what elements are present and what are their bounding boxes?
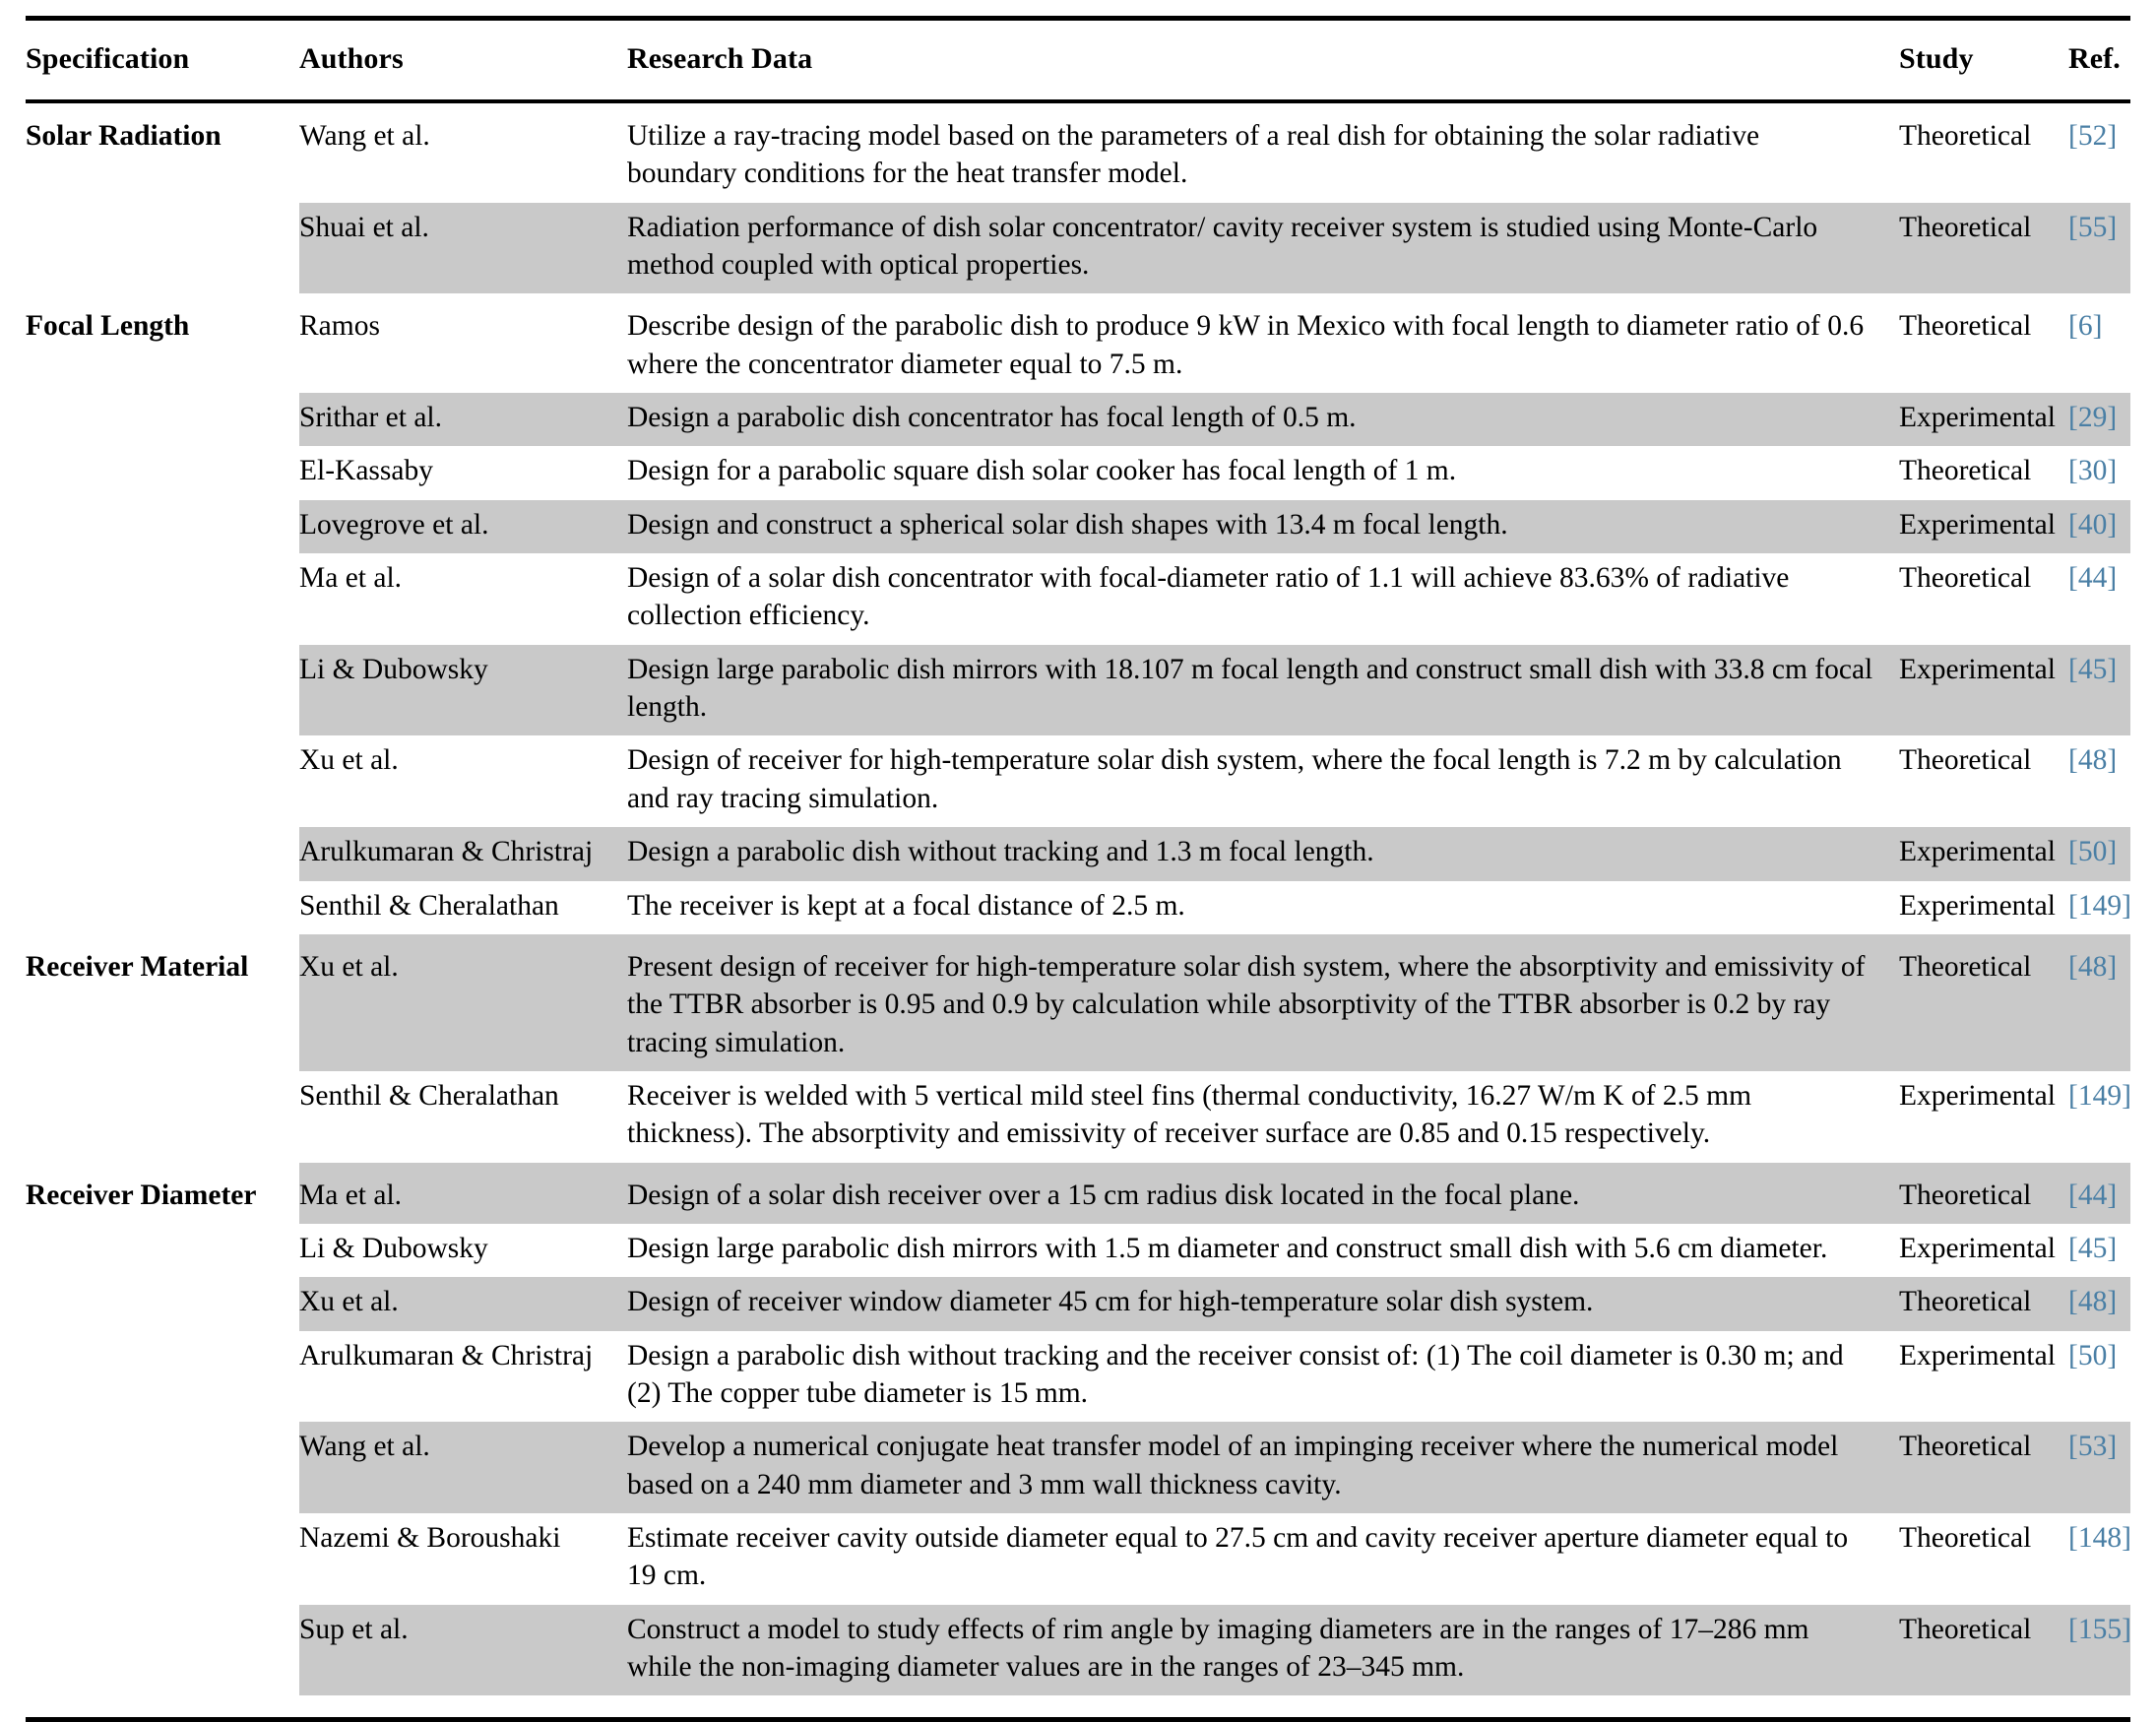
cell-study: Experimental — [1899, 1232, 2056, 1264]
cell-ref — [2068, 1331, 2130, 1423]
cell-authors: Li & Dubowsky — [299, 645, 627, 736]
cell-study: Experimental — [1899, 645, 2068, 736]
cell-authors: Xu et al. — [299, 744, 399, 777]
reference-link[interactable]: [45] — [2068, 653, 2118, 685]
cell-study: Theoretical — [1899, 1163, 2068, 1224]
cell-study: Theoretical — [1899, 1277, 2068, 1330]
cell-study: Theoretical — [1899, 203, 2068, 294]
table-row — [26, 1331, 2130, 1423]
cell-research-data: Utilize a ray-tracing model based on the parameters of a real dish for obtaining the solar radiative boundary conditions for the heat transfer model. — [627, 120, 1760, 190]
cell-authors: Xu et al. — [299, 934, 627, 1071]
reference-link[interactable]: [53] — [2068, 1431, 2118, 1463]
cell-ref — [2068, 827, 2130, 880]
reference-link[interactable]: [55] — [2068, 211, 2118, 243]
cell-authors: Lovegrove et al. — [299, 500, 627, 553]
cell-authors: Xu et al. — [299, 1277, 627, 1330]
cell-research-data: Design a parabolic dish without tracking and 1.3 m focal length. — [627, 827, 1899, 880]
cell-authors: Ramos — [299, 310, 380, 343]
reference-link[interactable]: [149] — [2068, 889, 2131, 922]
header-row — [26, 21, 2130, 99]
reference-link[interactable]: [50] — [2068, 1339, 2118, 1371]
table-row — [26, 293, 2130, 393]
cell-research-data: Design large parabolic dish mirrors with 18.107 m focal length and construct small dish with 33.8 cm focal length. — [627, 645, 1899, 736]
table-row — [26, 1224, 2130, 1277]
table-row — [26, 553, 2130, 645]
table-body — [26, 103, 2130, 1695]
cell-authors: Srithar et al. — [299, 393, 627, 446]
table-row — [26, 393, 2130, 446]
column-header-research-data: Research Data — [627, 42, 813, 75]
cell-authors: Arulkumaran & Christraj — [299, 1339, 594, 1371]
cell-study: Experimental — [1899, 827, 2068, 880]
cell-authors: Senthil & Cheralathan — [299, 889, 559, 922]
cell-specification — [26, 735, 299, 827]
cell-research-data: Design of receiver window diameter 45 cm for high-temperature solar dish system. — [627, 1277, 1899, 1330]
cell-specification — [26, 393, 299, 446]
cell-ref — [2068, 1277, 2130, 1330]
cell-authors: El-Kassaby — [299, 455, 433, 487]
cell-ref — [2068, 1513, 2130, 1605]
cell-authors: Senthil & Cheralathan — [299, 1079, 559, 1112]
cell-ref — [2068, 446, 2130, 499]
cell-research-data: Describe design of the parabolic dish to produce 9 kW in Mexico with focal length to diameter ratio of 0.6 where the concentrator diameter equal to 7.5 m. — [627, 310, 1865, 380]
cell-specification — [26, 827, 299, 880]
cell-authors: Wang et al. — [299, 1422, 627, 1513]
cell-specification — [26, 203, 299, 294]
cell-authors: Nazemi & Boroushaki — [299, 1521, 561, 1554]
specification-table — [26, 21, 2130, 99]
cell-study: Theoretical — [1899, 1422, 2068, 1513]
table-bottom-rule — [26, 1717, 2130, 1722]
cell-study: Theoretical — [1899, 934, 2068, 1071]
cell-study: Experimental — [1899, 1079, 2056, 1112]
cell-study: Experimental — [1899, 393, 2068, 446]
cell-authors: Wang et al. — [299, 120, 430, 152]
cell-ref — [2068, 1071, 2130, 1163]
cell-study: Theoretical — [1899, 455, 2032, 487]
cell-study: Experimental — [1899, 500, 2068, 553]
cell-specification — [26, 1224, 299, 1277]
cell-ref — [2068, 934, 2130, 1071]
reference-link[interactable]: [44] — [2068, 562, 2118, 595]
reference-link[interactable]: [52] — [2068, 120, 2118, 152]
cell-study: Theoretical — [1899, 120, 2032, 152]
cell-ref — [2068, 1224, 2130, 1277]
cell-specification: Receiver Diameter — [26, 1163, 299, 1224]
cell-specification — [26, 1605, 299, 1696]
cell-research-data: The receiver is kept at a focal distance of 2.5 m. — [627, 889, 1185, 922]
cell-ref — [2068, 393, 2130, 446]
table-row — [26, 827, 2130, 880]
reference-link[interactable]: [44] — [2068, 1179, 2118, 1211]
table-page — [0, 16, 2156, 1683]
specification-table-body — [26, 103, 2130, 1695]
cell-research-data: Design a parabolic dish without tracking and the receiver consist of: (1) The coil diameter is 0.30 m; and (2) The copper tube diameter is 15 mm. — [627, 1339, 1844, 1409]
cell-study: Theoretical — [1899, 310, 2032, 343]
cell-authors: Li & Dubowsky — [299, 1232, 488, 1264]
cell-specification — [26, 1422, 299, 1513]
cell-research-data: Design a parabolic dish concentrator has focal length of 0.5 m. — [627, 393, 1899, 446]
column-header-study: Study — [1899, 42, 1974, 75]
cell-specification — [26, 1277, 299, 1330]
cell-specification — [26, 500, 299, 553]
cell-specification: Receiver Material — [26, 934, 299, 1071]
cell-study: Theoretical — [1899, 744, 2032, 777]
cell-specification — [26, 1513, 299, 1605]
cell-research-data: Design large parabolic dish mirrors with 1.5 m diameter and construct small dish with 5.6 cm diameter. — [627, 1232, 1828, 1264]
cell-ref — [2068, 293, 2130, 393]
cell-study: Theoretical — [1899, 1605, 2068, 1696]
table-row — [26, 1163, 2130, 1224]
cell-specification — [26, 446, 299, 499]
cell-research-data: Design and construct a spherical solar dish shapes with 13.4 m focal length. — [627, 500, 1899, 553]
reference-link[interactable]: [50] — [2068, 836, 2118, 868]
column-header-ref: Ref. — [2068, 42, 2121, 75]
cell-study: Theoretical — [1899, 1521, 2032, 1554]
reference-link[interactable]: [48] — [2068, 744, 2118, 777]
reference-link[interactable]: [40] — [2068, 508, 2118, 541]
table-header — [26, 21, 2130, 99]
cell-specification — [26, 1331, 299, 1423]
cell-authors: Ma et al. — [299, 562, 403, 595]
table-row — [26, 735, 2130, 827]
cell-ref — [2068, 203, 2130, 294]
cell-ref — [2068, 103, 2130, 203]
cell-ref — [2068, 1163, 2130, 1224]
cell-authors: Shuai et al. — [299, 203, 627, 294]
reference-link[interactable]: [155] — [2068, 1613, 2131, 1645]
cell-research-data: Design of receiver for high-temperature solar dish system, where the focal length is 7.2 m by calculation and ray tracing simulation. — [627, 744, 1842, 814]
cell-ref — [2068, 881, 2130, 934]
cell-authors: Arulkumaran & Christraj — [299, 827, 627, 880]
reference-link[interactable]: [30] — [2068, 455, 2118, 487]
reference-link[interactable]: [149] — [2068, 1079, 2131, 1112]
cell-research-data: Develop a numerical conjugate heat transfer model of an impinging receiver where the numerical model based on a 240 mm diameter and 3 mm wall thickness cavity. — [627, 1422, 1899, 1513]
cell-research-data: Estimate receiver cavity outside diameter equal to 27.5 cm and cavity receiver aperture diameter equal to 19 cm. — [627, 1521, 1849, 1592]
cell-specification: Focal Length — [26, 293, 299, 393]
cell-research-data: Design of a solar dish receiver over a 15 cm radius disk located in the focal plane. — [627, 1163, 1899, 1224]
table-row — [26, 645, 2130, 736]
cell-research-data: Construct a model to study effects of rim angle by imaging diameters are in the ranges of 17–286 mm while the non-imaging diameter values are in the ranges of 23–345 mm. — [627, 1605, 1899, 1696]
cell-ref — [2068, 500, 2130, 553]
cell-study: Theoretical — [1899, 562, 2032, 595]
table-row — [26, 1422, 2130, 1513]
cell-research-data: Radiation performance of dish solar concentrator/ cavity receiver system is studied using Monte-Carlo method coupled with optical properties. — [627, 203, 1899, 294]
column-header-specification: Specification — [26, 42, 190, 75]
cell-specification: Solar Radiation — [26, 103, 299, 203]
table-row — [26, 500, 2130, 553]
reference-link[interactable]: [148] — [2068, 1521, 2131, 1554]
cell-research-data: Design of a solar dish concentrator with focal-diameter ratio of 1.1 will achieve 83.63% of radiative collection efficiency. — [627, 562, 1790, 632]
table-row — [26, 1605, 2130, 1696]
reference-link[interactable]: [6] — [2068, 310, 2103, 343]
cell-study: Experimental — [1899, 1339, 2056, 1371]
column-header-authors: Authors — [299, 42, 404, 75]
cell-research-data: Present design of receiver for high-temperature solar dish system, where the absorptivity and emissivity of the TTBR absorber is 0.95 and 0.9 by calculation while absorptivity of the TTBR absorber is 0.2 by ray tracing simulation. — [627, 934, 1899, 1071]
table-row — [26, 203, 2130, 294]
cell-specification — [26, 1071, 299, 1163]
cell-specification — [26, 881, 299, 934]
cell-ref — [2068, 645, 2130, 736]
reference-link[interactable]: [45] — [2068, 1232, 2118, 1264]
table-row — [26, 1071, 2130, 1163]
reference-link[interactable]: [29] — [2068, 402, 2118, 434]
cell-specification — [26, 645, 299, 736]
cell-research-data: Design for a parabolic square dish solar cooker has focal length of 1 m. — [627, 455, 1457, 487]
table-row — [26, 1513, 2130, 1605]
table-row — [26, 1277, 2130, 1330]
table-row — [26, 881, 2130, 934]
table-row — [26, 103, 2130, 203]
cell-ref — [2068, 1422, 2130, 1513]
cell-ref — [2068, 735, 2130, 827]
reference-link[interactable]: [48] — [2068, 1286, 2118, 1318]
table-row — [26, 934, 2130, 1071]
cell-ref — [2068, 553, 2130, 645]
reference-link[interactable]: [48] — [2068, 950, 2118, 983]
cell-research-data: Receiver is welded with 5 vertical mild steel fins (thermal conductivity, 16.27 W/m K of 2.5 mm thickness). The absorptivity and emissivity of receiver surface are 0.85 and 0.15 respectively. — [627, 1079, 1752, 1150]
cell-authors: Ma et al. — [299, 1163, 627, 1224]
cell-specification — [26, 553, 299, 645]
cell-study: Experimental — [1899, 889, 2056, 922]
cell-authors: Sup et al. — [299, 1605, 627, 1696]
table-row — [26, 446, 2130, 499]
cell-ref — [2068, 1605, 2130, 1696]
